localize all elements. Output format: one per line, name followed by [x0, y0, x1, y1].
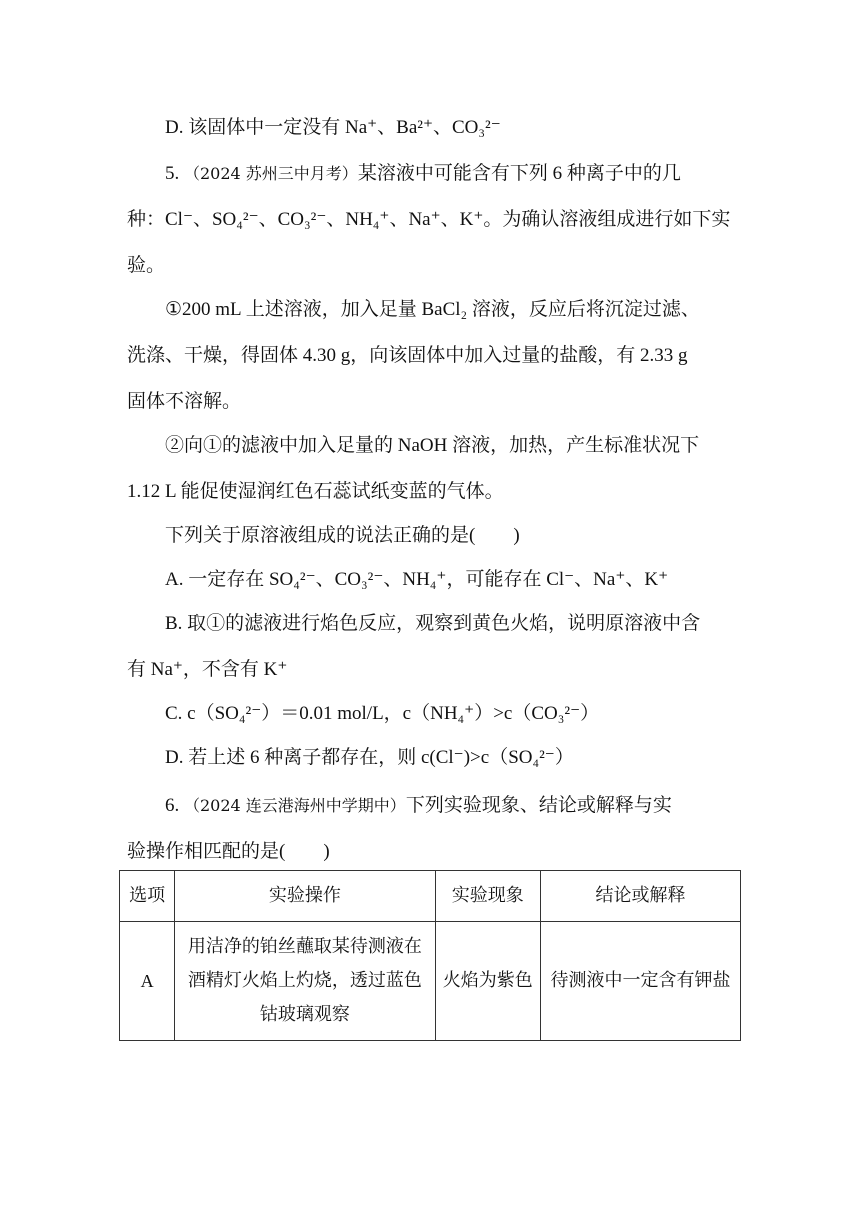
cell-operation: 用洁净的铂丝蘸取某待测液在酒精灯火焰上灼烧，透过蓝色钴玻璃观察	[175, 922, 435, 1041]
question-source: （2024 连云港海州中学期中）	[184, 796, 406, 815]
step-2-line-1: ②向①的滤液中加入足量的 NaOH 溶液，加热，产生标准状况下	[165, 435, 700, 456]
question-5-line-2: 种：Cl⁻、SO₄²⁻、CO₃²⁻、NH₄⁺、Na⁺、K⁺。为确认溶液组成进行如下实	[127, 209, 731, 230]
question-6-line-1	[165, 794, 672, 818]
option-d-prev: D. 该固体中一定没有 Na⁺、Ba²⁺、CO₃²⁻	[165, 117, 501, 138]
question-text: 下列实验现象、结论或解释与实	[405, 795, 672, 816]
question-6-line-2: 验操作相匹配的是( )	[127, 841, 330, 862]
question-source: （2024 苏州三中月考）	[184, 164, 358, 183]
cell-phenomenon: 火焰为紫色	[435, 922, 541, 1041]
experiment-table	[119, 870, 741, 1041]
table-header-row	[120, 871, 741, 922]
question-5-line-3: 验。	[127, 255, 166, 276]
table-row	[120, 922, 741, 1041]
option-c: C. c（SO₄²⁻）＝0.01 mol/L，c（NH₄⁺）>c（CO₃²⁻）	[165, 703, 600, 724]
header-conclusion: 结论或解释	[541, 871, 741, 922]
step-1-line-2: 洗涤、干燥，得固体 4.30 g，向该固体中加入过量的盐酸，有 2.33 g	[127, 345, 688, 366]
cell-option: A	[120, 922, 175, 1041]
step-2-line-2: 1.12 L 能促使湿润红色石蕊试纸变蓝的气体。	[127, 481, 504, 502]
question-text: 某溶液中可能含有下列 6 种离子中的几	[357, 163, 681, 184]
question-number: 6.	[165, 795, 180, 816]
step-1-line-3: 固体不溶解。	[127, 391, 242, 412]
question-number: 5.	[165, 163, 180, 184]
question-stem: 下列关于原溶液组成的说法正确的是( )	[165, 525, 520, 546]
header-phenomenon: 实验现象	[435, 871, 541, 922]
cell-conclusion: 待测液中一定含有钾盐	[541, 922, 741, 1041]
option-b-line-2: 有 Na⁺，不含有 K⁺	[127, 659, 288, 680]
option-a: A. 一定存在 SO₄²⁻、CO₃²⁻、NH₄⁺，可能存在 Cl⁻、Na⁺、K⁺	[165, 569, 669, 590]
question-5-line-1	[165, 162, 681, 186]
header-operation: 实验操作	[175, 871, 435, 922]
header-option: 选项	[120, 871, 175, 922]
option-b-line-1: B. 取①的滤液进行焰色反应，观察到黄色火焰，说明原溶液中含	[165, 613, 701, 634]
step-1-line-1: ①200 mL 上述溶液，加入足量 BaCl₂ 溶液，反应后将沉淀过滤、	[165, 299, 700, 320]
option-d: D. 若上述 6 种离子都存在，则 c(Cl⁻)>c（SO₄²⁻）	[165, 747, 574, 768]
